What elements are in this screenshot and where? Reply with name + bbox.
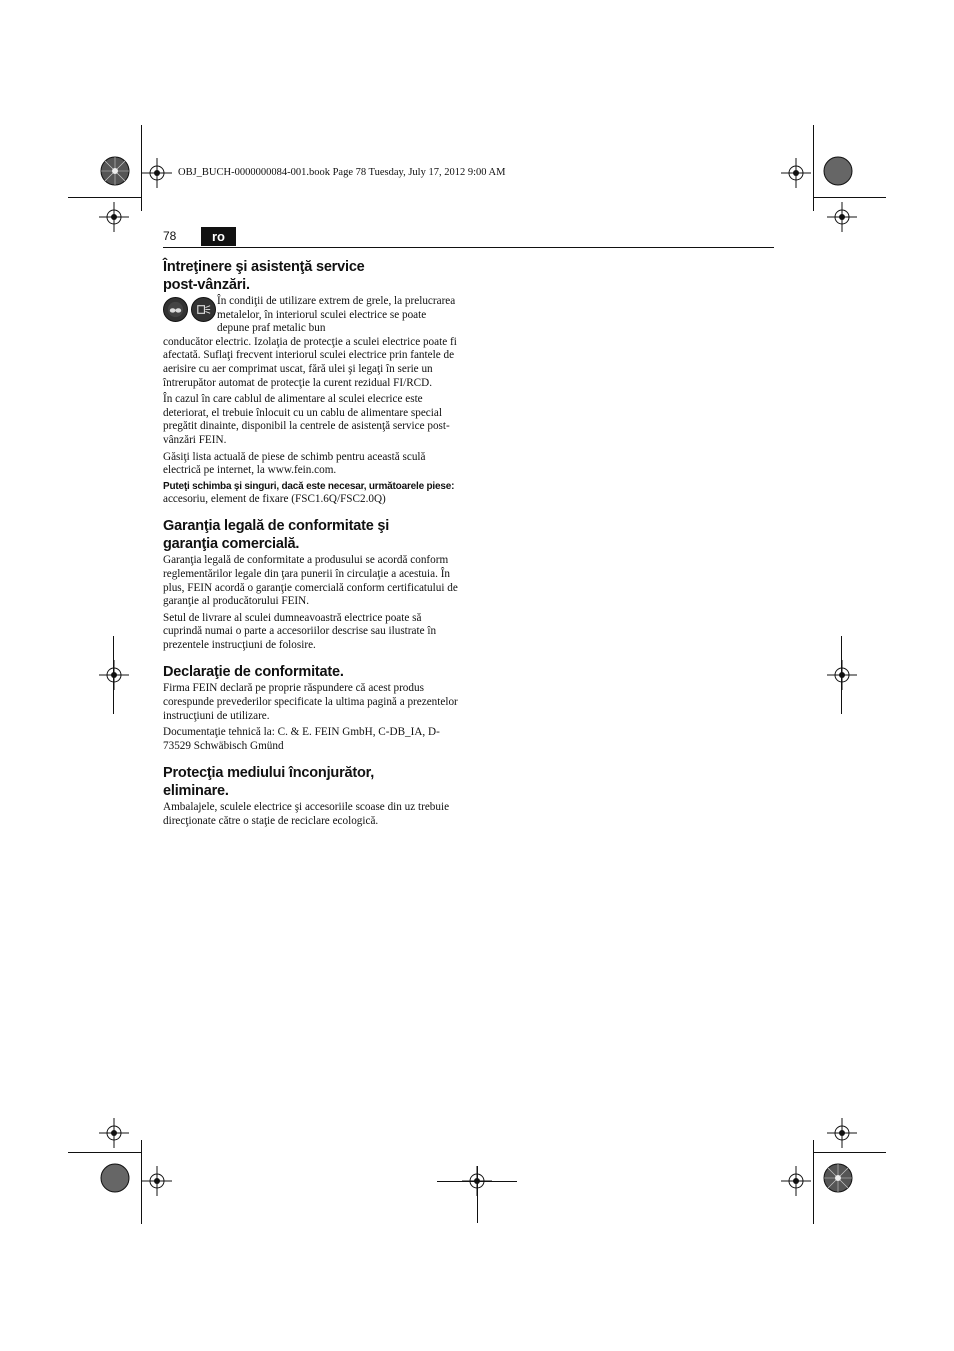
section-maintenance: [163, 258, 459, 506]
registration-crosshair: [99, 202, 129, 232]
section-warranty: [163, 517, 459, 652]
registration-crosshair: [781, 1166, 811, 1196]
registration-crosshair: [99, 1118, 129, 1148]
registration-crosshair: [827, 660, 857, 690]
paragraph: Garanţia legală de conformitate a produsului se acordă conform reglementărilor legale din ţara punerii în circulaţie a acestuia. În plus, FEIN acordă o garanţie comercială conform certificatului de garanţie al producătorului FEIN.: [163, 554, 458, 608]
paragraph: Ambalajele, sculele electrice şi accesoriile scoase din uz trebuie direcţionate către o staţie de reciclare ecologică.: [163, 801, 450, 828]
registration-crosshair: [827, 1118, 857, 1148]
color-wheel-mark: [100, 156, 130, 186]
gray-circle-mark: [100, 1163, 130, 1193]
color-wheel-mark: [823, 1163, 853, 1193]
paragraph: Firma FEIN declară pe proprie răspundere că acest produs corespunde prevederilor specificate la ultima pagină a prezentelor instrucţiuni de utilizare.: [163, 682, 458, 722]
warning-icons: [163, 297, 217, 325]
gray-circle-mark: [823, 156, 853, 186]
paragraph: conducător electric. Izolaţia de protecţie a sculei electrice poate fi afectată. Suflaţi frecvent interiorul sculei electrice prin fantele de aerisire cu aer comprimat uscat, fără ulei şi legaţi în serie un întrerupător automat de protecţie la curent rezidual FI/RCD.: [163, 335, 457, 389]
compressed-air-icon: [191, 297, 216, 322]
paragraph-lead: În condiţii de utilizare extrem de grele, la prelucrarea metalelor, în interiorul sculei electrice se poate depune praf metalic bun: [217, 295, 456, 335]
parts-line: accesoriu, element de fixare (FSC1.6Q/FSC2.0Q): [163, 492, 386, 505]
section-title: Întreţinere şi asistenţă service post-vânzări.: [163, 259, 365, 293]
section-environment: [163, 764, 459, 828]
registration-crosshair: [781, 158, 811, 188]
content-column: [163, 258, 459, 832]
safety-goggles-icon: [163, 297, 188, 322]
section-title: Protecţia mediului înconjurător, eliminare.: [163, 765, 375, 800]
section-conformity: [163, 663, 459, 753]
file-info-header: OBJ_BUCH-0000000084-001.book Page 78 Tuesday, July 17, 2012 9:00 AM: [178, 167, 506, 178]
bold-note: Puteţi schimba şi singuri, dacă este necesar, următoarele piese:: [163, 480, 455, 492]
paragraph: Setul de livrare al sculei dumneavoastră electrice poate să cuprindă numai o parte a accesoriilor descrise sau ilustrate în prezentele instrucţiuni de folosire.: [163, 611, 437, 651]
registration-crosshair: [142, 1166, 172, 1196]
header-divider: [163, 247, 774, 248]
registration-crosshair: [827, 202, 857, 232]
section-title: Declaraţie de conformitate.: [163, 664, 344, 681]
paragraph: În cazul în care cablul de alimentare al sculei elecrice este deteriorat, el trebuie înlocuit cu un cablu de alimentare special pregătit dinainte, disponibil la centrele de asistenţă service post-vânzări FEIN.: [163, 393, 450, 446]
paragraph: Documentaţie tehnică la: C. & E. FEIN GmbH, C-DB_IA, D-73529 Schwäbisch Gmünd: [163, 726, 440, 752]
registration-crosshair: [99, 660, 129, 690]
section-title: Garanţia legală de conformitate şi garanţia comercială.: [163, 518, 390, 553]
registration-crosshair: [142, 158, 172, 188]
page-number: 78: [163, 229, 177, 243]
language-badge: ro: [201, 227, 236, 246]
paragraph: Găsiţi lista actuală de piese de schimb pentru această sculă electrică pe internet, la www.fein.com.: [163, 450, 426, 477]
